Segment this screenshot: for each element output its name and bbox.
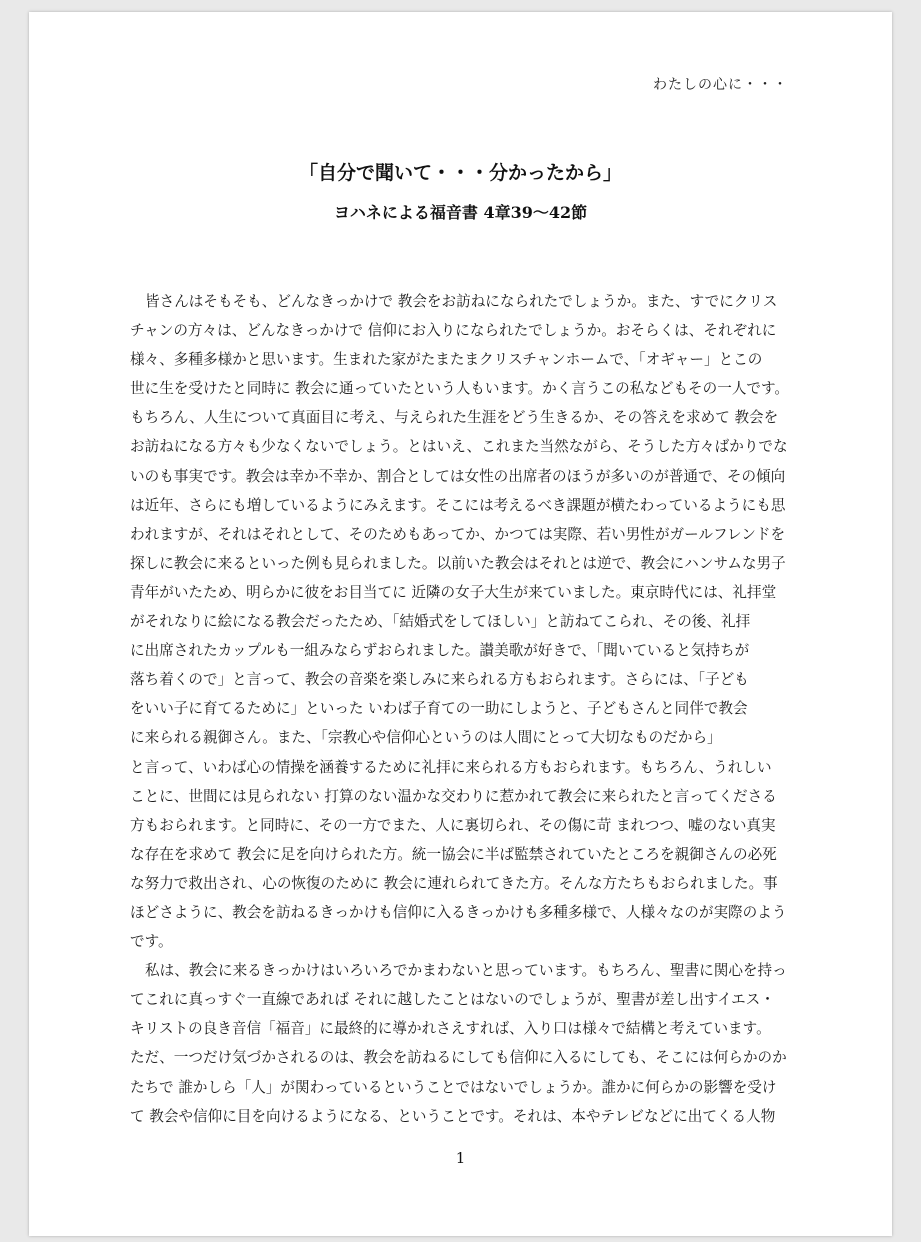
text-line: キリストの良き音信「福音」に最終的に導かれさえすれば、入り口は様々で結構と考えています。	[130, 1020, 771, 1038]
text-line: 青年がいたため、明らかに彼をお目当てに 近隣の女子大生が来ていました。東京時代には、礼拝堂	[130, 583, 777, 601]
text-line: に出席されたカップルも一組みならずおられました。讃美歌が好きで、「聞いていると気持ちが	[130, 642, 750, 660]
text-line: ことに、世間には見られない 打算のない温かな交わりに惹かれて教会に来られたと言ってくださる	[130, 787, 777, 805]
text-line: てこれに真っすぐ一直線であれば それに越したことはないのでしょうが、聖書が差し出すイエス・	[130, 991, 775, 1009]
text-line: 探しに教会に来るといった例も見られました。以前いた教会はそれとは逆で、教会にハンサムな男子	[130, 554, 786, 572]
text-line: ほどさように、教会を訪ねるきっかけも信仰に入るきっかけも多種多様で、人様々なのが実際のよう	[130, 903, 787, 921]
text-line: と言って、いわば心の情操を涵養するために礼拝に来られる方もおられます。もちろん、うれしい	[130, 758, 772, 776]
text-line: て 教会や信仰に目を向けるようになる、ということです。それは、本やテレビなどに出てくる人物	[130, 1107, 776, 1125]
text-line: な努力で救出され、心の恢復のために 教会に連れられてきた方。そんな方たちもおられました。事	[130, 874, 778, 892]
text-line: 方もおられます。と同時に、その一方でまた、人に裏切られ、その傷に苛 まれつつ、嘘のない真実	[130, 816, 776, 834]
text-line: をいい子に育てるために」といった いわば子育ての一助にしようと、子どもさんと同伴で教会	[130, 700, 748, 718]
text-line: な存在を求めて 教会に足を向けられた方。統一協会に半ば監禁されていたところを親御さんの必死	[130, 845, 777, 863]
body-text	[130, 287, 794, 1131]
text-line: もちろん、人生について真面目に考え、与えられた生涯をどう生きるか、その答えを求めて 教会を	[130, 409, 779, 427]
sermon-title: 「自分で聞いて・・・分かったから」	[298, 162, 622, 184]
text-line: は近年、さらにも増しているようにみえます。そこには考えるべき課題が横たわっているようにも思	[130, 496, 786, 514]
text-line: われますが、それはそれとして、そのためもあってか、かつては実際、若い男性がガールフレンドを	[130, 525, 786, 543]
text-line: 皆さんはそもそも、どんなきっかけで 教会をお訪ねになられたでしょうか。また、すでにクリス	[145, 293, 778, 310]
running-header: わたしの心に・・・	[653, 77, 788, 93]
text-line: に来られる親御さん。また、「宗教心や信仰心というのは人間にとって大切なものだから」	[130, 729, 722, 747]
text-line: チャンの方々は、どんなきっかけで 信仰にお入りになられたでしょうか。おそらくは、それぞれに	[130, 322, 777, 340]
text-line: がそれなりに絵になる教会だったため、「結婚式をしてほしい」と訪ねてこられ、その後、礼拝	[130, 613, 751, 631]
text-line: 落ち着くので」と言って、教会の音楽を楽しみに来られる方もおられます。さらには、「子ども	[130, 671, 749, 689]
text-line: お訪ねになる方々も少なくないでしょう。とはいえ、これまた当然ながら、そうした方々ばかりでな	[130, 438, 788, 456]
text-line: たちで 誰かしら「人」が関わっているということではないでしょうか。誰かに何らかの影響を受け	[130, 1078, 777, 1096]
scripture-reference: ヨハネによる福音書 4章39〜42節	[333, 203, 588, 222]
text-line: 私は、教会に来るきっかけはいろいろでかまわないと思っています。もちろん、聖書に関心を持っ	[145, 962, 787, 980]
document-page	[29, 12, 892, 1236]
text-line: いのも事実です。教会は幸か不幸か、割合としては女性の出席者のほうが多いのが普通で、その傾向	[130, 467, 786, 485]
text-line: ただ、一つだけ気づかされるのは、教会を訪ねるにしても信仰に入るにしても、そこには何らかのか	[130, 1049, 787, 1067]
page-number: 1	[455, 1149, 466, 1167]
text-line: です。	[130, 933, 173, 951]
text-line: 様々、多種多様かと思います。生まれた家がたまたまクリスチャンホームで、「オギャー」とこの	[130, 351, 763, 369]
text-line: 世に生を受けたと同時に 教会に通っていたという人もいます。かく言うこの私などもその一人です。	[130, 380, 790, 398]
